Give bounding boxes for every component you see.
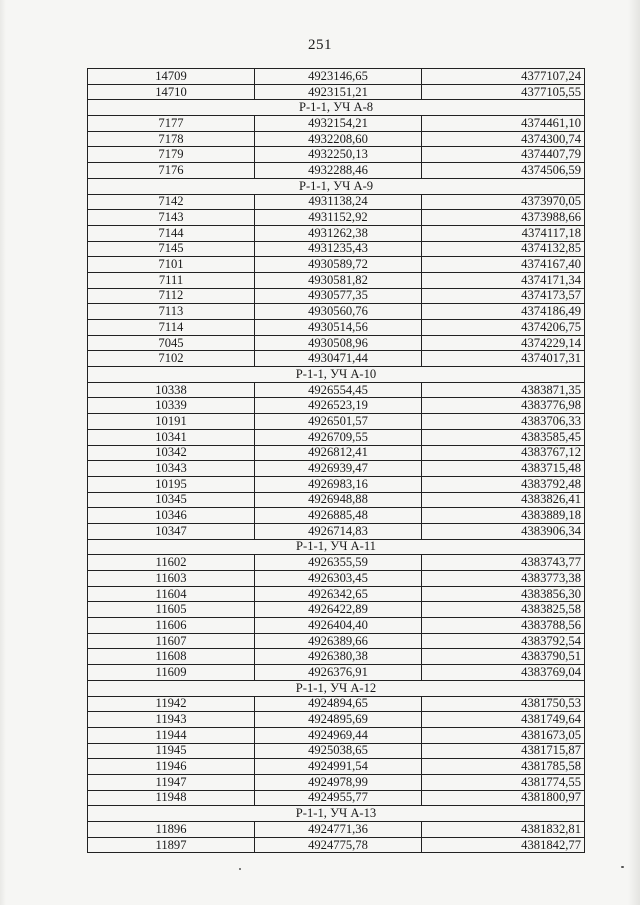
point-number-cell: 7102 xyxy=(88,351,255,367)
point-number-cell: 7177 xyxy=(88,116,255,132)
table-row xyxy=(88,492,585,508)
y-coordinate-cell: 4383706,33 xyxy=(422,414,585,430)
y-coordinate-cell: 4383769,04 xyxy=(422,665,585,681)
point-number-cell: 11604 xyxy=(88,586,255,602)
table-row xyxy=(88,194,585,210)
y-coordinate-cell: 4383871,35 xyxy=(422,382,585,398)
x-coordinate-cell: 4926714,83 xyxy=(255,523,422,539)
y-coordinate-cell: 4374461,10 xyxy=(422,116,585,132)
table-row xyxy=(88,586,585,602)
section-header-row xyxy=(88,806,585,822)
x-coordinate-cell: 4924978,99 xyxy=(255,774,422,790)
section-title: Р-1-1, УЧ А-13 xyxy=(88,806,585,822)
section-title: Р-1-1, УЧ А-9 xyxy=(88,178,585,194)
y-coordinate-cell: 4374186,49 xyxy=(422,304,585,320)
x-coordinate-cell: 4924771,36 xyxy=(255,822,422,838)
x-coordinate-cell: 4926380,38 xyxy=(255,649,422,665)
table-row xyxy=(88,69,585,85)
x-coordinate-cell: 4926885,48 xyxy=(255,508,422,524)
x-coordinate-cell: 4924955,77 xyxy=(255,790,422,806)
table-row xyxy=(88,837,585,853)
table-row xyxy=(88,665,585,681)
table-row xyxy=(88,571,585,587)
table-row xyxy=(88,476,585,492)
x-coordinate-cell: 4931262,38 xyxy=(255,225,422,241)
point-number-cell: 7045 xyxy=(88,335,255,351)
point-number-cell: 7179 xyxy=(88,147,255,163)
section-header-row xyxy=(88,178,585,194)
point-number-cell: 14709 xyxy=(88,69,255,85)
y-coordinate-cell: 4383889,18 xyxy=(422,508,585,524)
table-row xyxy=(88,382,585,398)
point-number-cell: 10341 xyxy=(88,429,255,445)
table-row xyxy=(88,790,585,806)
point-number-cell: 7145 xyxy=(88,241,255,257)
x-coordinate-cell: 4931235,43 xyxy=(255,241,422,257)
table-row xyxy=(88,351,585,367)
table-row xyxy=(88,649,585,665)
x-coordinate-cell: 4930514,56 xyxy=(255,320,422,336)
point-number-cell: 10338 xyxy=(88,382,255,398)
y-coordinate-cell: 4374173,57 xyxy=(422,288,585,304)
section-title: Р-1-1, УЧ А-10 xyxy=(88,367,585,383)
x-coordinate-cell: 4926554,45 xyxy=(255,382,422,398)
point-number-cell: 10342 xyxy=(88,445,255,461)
x-coordinate-cell: 4926422,89 xyxy=(255,602,422,618)
table-row xyxy=(88,272,585,288)
section-header-row xyxy=(88,539,585,555)
x-coordinate-cell: 4930508,96 xyxy=(255,335,422,351)
table-row xyxy=(88,304,585,320)
point-number-cell: 7178 xyxy=(88,131,255,147)
table-row xyxy=(88,414,585,430)
point-number-cell: 7112 xyxy=(88,288,255,304)
x-coordinate-cell: 4926948,88 xyxy=(255,492,422,508)
x-coordinate-cell: 4926709,55 xyxy=(255,429,422,445)
x-coordinate-cell: 4923146,65 xyxy=(255,69,422,85)
table-row xyxy=(88,241,585,257)
y-coordinate-cell: 4381750,53 xyxy=(422,696,585,712)
table-row xyxy=(88,727,585,743)
point-number-cell: 11608 xyxy=(88,649,255,665)
scan-speck xyxy=(621,866,624,868)
table-row xyxy=(88,116,585,132)
x-coordinate-cell: 4926812,41 xyxy=(255,445,422,461)
x-coordinate-cell: 4932154,21 xyxy=(255,116,422,132)
table-row xyxy=(88,712,585,728)
y-coordinate-cell: 4383773,38 xyxy=(422,571,585,587)
point-number-cell: 11948 xyxy=(88,790,255,806)
x-coordinate-cell: 4924894,65 xyxy=(255,696,422,712)
y-coordinate-cell: 4381800,97 xyxy=(422,790,585,806)
point-number-cell: 11945 xyxy=(88,743,255,759)
y-coordinate-cell: 4374407,79 xyxy=(422,147,585,163)
point-number-cell: 10343 xyxy=(88,461,255,477)
y-coordinate-cell: 4377107,24 xyxy=(422,69,585,85)
y-coordinate-cell: 4374167,40 xyxy=(422,257,585,273)
y-coordinate-cell: 4373970,05 xyxy=(422,194,585,210)
section-header-row xyxy=(88,680,585,696)
x-coordinate-cell: 4926501,57 xyxy=(255,414,422,430)
point-number-cell: 10339 xyxy=(88,398,255,414)
y-coordinate-cell: 4383767,12 xyxy=(422,445,585,461)
y-coordinate-cell: 4381832,81 xyxy=(422,822,585,838)
x-coordinate-cell: 4926376,91 xyxy=(255,665,422,681)
y-coordinate-cell: 4374017,31 xyxy=(422,351,585,367)
y-coordinate-cell: 4381673,05 xyxy=(422,727,585,743)
x-coordinate-cell: 4924991,54 xyxy=(255,759,422,775)
x-coordinate-cell: 4932288,46 xyxy=(255,163,422,179)
x-coordinate-cell: 4926523,19 xyxy=(255,398,422,414)
table-row xyxy=(88,84,585,100)
coordinates-table-body xyxy=(88,69,585,853)
y-coordinate-cell: 4381749,64 xyxy=(422,712,585,728)
point-number-cell: 10345 xyxy=(88,492,255,508)
y-coordinate-cell: 4381842,77 xyxy=(422,837,585,853)
y-coordinate-cell: 4383856,30 xyxy=(422,586,585,602)
point-number-cell: 7114 xyxy=(88,320,255,336)
section-header-row xyxy=(88,367,585,383)
table-row xyxy=(88,523,585,539)
point-number-cell: 11897 xyxy=(88,837,255,853)
table-row xyxy=(88,163,585,179)
y-coordinate-cell: 4374300,74 xyxy=(422,131,585,147)
point-number-cell: 7144 xyxy=(88,225,255,241)
x-coordinate-cell: 4926389,66 xyxy=(255,633,422,649)
x-coordinate-cell: 4926404,40 xyxy=(255,618,422,634)
x-coordinate-cell: 4930560,76 xyxy=(255,304,422,320)
y-coordinate-cell: 4383792,54 xyxy=(422,633,585,649)
x-coordinate-cell: 4932208,60 xyxy=(255,131,422,147)
table-row xyxy=(88,508,585,524)
table-row xyxy=(88,131,585,147)
point-number-cell: 10346 xyxy=(88,508,255,524)
table-row xyxy=(88,429,585,445)
point-number-cell: 7113 xyxy=(88,304,255,320)
section-header-row xyxy=(88,100,585,116)
x-coordinate-cell: 4925038,65 xyxy=(255,743,422,759)
x-coordinate-cell: 4926939,47 xyxy=(255,461,422,477)
y-coordinate-cell: 4383743,77 xyxy=(422,555,585,571)
y-coordinate-cell: 4381785,58 xyxy=(422,759,585,775)
point-number-cell: 11609 xyxy=(88,665,255,681)
point-number-cell: 11944 xyxy=(88,727,255,743)
y-coordinate-cell: 4383906,34 xyxy=(422,523,585,539)
table-row xyxy=(88,461,585,477)
y-coordinate-cell: 4381774,55 xyxy=(422,774,585,790)
coordinates-table xyxy=(87,68,585,853)
x-coordinate-cell: 4926355,59 xyxy=(255,555,422,571)
table-row xyxy=(88,759,585,775)
point-number-cell: 7111 xyxy=(88,272,255,288)
x-coordinate-cell: 4926342,65 xyxy=(255,586,422,602)
point-number-cell: 7176 xyxy=(88,163,255,179)
x-coordinate-cell: 4930471,44 xyxy=(255,351,422,367)
x-coordinate-cell: 4931152,92 xyxy=(255,210,422,226)
table-row xyxy=(88,398,585,414)
x-coordinate-cell: 4924775,78 xyxy=(255,837,422,853)
x-coordinate-cell: 4932250,13 xyxy=(255,147,422,163)
table-row xyxy=(88,257,585,273)
point-number-cell: 7143 xyxy=(88,210,255,226)
y-coordinate-cell: 4373988,66 xyxy=(422,210,585,226)
table-row xyxy=(88,743,585,759)
point-number-cell: 7142 xyxy=(88,194,255,210)
table-row xyxy=(88,320,585,336)
table-row xyxy=(88,335,585,351)
y-coordinate-cell: 4383826,41 xyxy=(422,492,585,508)
y-coordinate-cell: 4374206,75 xyxy=(422,320,585,336)
point-number-cell: 14710 xyxy=(88,84,255,100)
y-coordinate-cell: 4374117,18 xyxy=(422,225,585,241)
y-coordinate-cell: 4374506,59 xyxy=(422,163,585,179)
x-coordinate-cell: 4931138,24 xyxy=(255,194,422,210)
point-number-cell: 11942 xyxy=(88,696,255,712)
table-row xyxy=(88,602,585,618)
point-number-cell: 10347 xyxy=(88,523,255,539)
y-coordinate-cell: 4377105,55 xyxy=(422,84,585,100)
y-coordinate-cell: 4383792,48 xyxy=(422,476,585,492)
point-number-cell: 11603 xyxy=(88,571,255,587)
section-title: Р-1-1, УЧ А-8 xyxy=(88,100,585,116)
point-number-cell: 10191 xyxy=(88,414,255,430)
y-coordinate-cell: 4381715,87 xyxy=(422,743,585,759)
y-coordinate-cell: 4383585,45 xyxy=(422,429,585,445)
point-number-cell: 11896 xyxy=(88,822,255,838)
x-coordinate-cell: 4930581,82 xyxy=(255,272,422,288)
point-number-cell: 11607 xyxy=(88,633,255,649)
x-coordinate-cell: 4926303,45 xyxy=(255,571,422,587)
x-coordinate-cell: 4930577,35 xyxy=(255,288,422,304)
y-coordinate-cell: 4383776,98 xyxy=(422,398,585,414)
table-row xyxy=(88,210,585,226)
y-coordinate-cell: 4374132,85 xyxy=(422,241,585,257)
point-number-cell: 11606 xyxy=(88,618,255,634)
table-row xyxy=(88,822,585,838)
y-coordinate-cell: 4374229,14 xyxy=(422,335,585,351)
table-row xyxy=(88,696,585,712)
y-coordinate-cell: 4383788,56 xyxy=(422,618,585,634)
x-coordinate-cell: 4924895,69 xyxy=(255,712,422,728)
x-coordinate-cell: 4924969,44 xyxy=(255,727,422,743)
table-row xyxy=(88,225,585,241)
table-row xyxy=(88,555,585,571)
table-row xyxy=(88,445,585,461)
point-number-cell: 11943 xyxy=(88,712,255,728)
x-coordinate-cell: 4923151,21 xyxy=(255,84,422,100)
y-coordinate-cell: 4383825,58 xyxy=(422,602,585,618)
section-title: Р-1-1, УЧ А-11 xyxy=(88,539,585,555)
table-row xyxy=(88,288,585,304)
table-row xyxy=(88,618,585,634)
point-number-cell: 11947 xyxy=(88,774,255,790)
table-row xyxy=(88,633,585,649)
table-row xyxy=(88,774,585,790)
y-coordinate-cell: 4383790,51 xyxy=(422,649,585,665)
section-title: Р-1-1, УЧ А-12 xyxy=(88,680,585,696)
point-number-cell: 11605 xyxy=(88,602,255,618)
point-number-cell: 11602 xyxy=(88,555,255,571)
page-number: 251 xyxy=(308,37,332,53)
scan-speck xyxy=(239,868,241,870)
y-coordinate-cell: 4374171,34 xyxy=(422,272,585,288)
x-coordinate-cell: 4930589,72 xyxy=(255,257,422,273)
point-number-cell: 7101 xyxy=(88,257,255,273)
point-number-cell: 10195 xyxy=(88,476,255,492)
table-row xyxy=(88,147,585,163)
y-coordinate-cell: 4383715,48 xyxy=(422,461,585,477)
point-number-cell: 11946 xyxy=(88,759,255,775)
x-coordinate-cell: 4926983,16 xyxy=(255,476,422,492)
